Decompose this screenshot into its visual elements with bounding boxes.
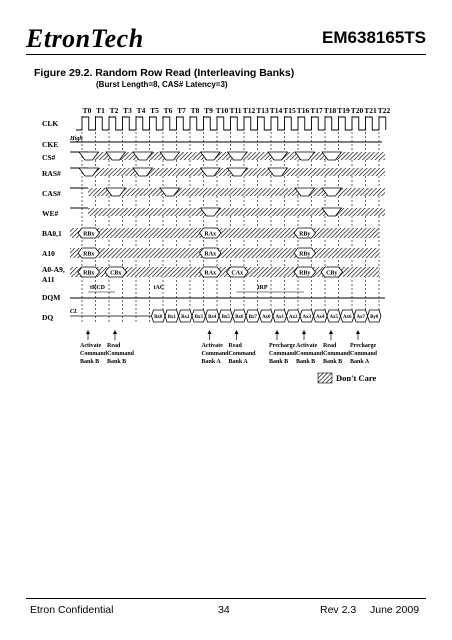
command-label: Bank B [80, 359, 100, 365]
command-label: Command [80, 351, 108, 357]
command-arrow-head [329, 330, 333, 334]
brand-logo-text: EtronTech [26, 24, 144, 53]
addr-value: CBy [326, 270, 338, 277]
command-label: Read [228, 343, 242, 349]
timing-trp: tRP [257, 285, 268, 291]
clock-label: T19 [337, 106, 350, 115]
command-label: Read [323, 343, 337, 349]
clock-label: T13 [256, 106, 269, 115]
addr-value: CBx [110, 270, 122, 277]
clk-waveform [76, 117, 386, 130]
dq-value: Bx4 [208, 315, 217, 320]
dq-value: Ax2 [288, 315, 298, 320]
footer-page-number: 34 [218, 604, 230, 616]
command-label: Command [201, 351, 229, 357]
signal-label-clk: CLK [42, 119, 59, 128]
signal-label-a10: A10 [42, 249, 55, 258]
timing-tac: tAC [153, 285, 165, 291]
command-label: Precharge [269, 343, 296, 349]
cke-level-label: High [70, 136, 83, 142]
signal-label-cke: CKE [42, 140, 59, 149]
dq-value: Bx7 [248, 315, 257, 320]
dq-value: Bx3 [194, 315, 203, 320]
clock-label: T9 [204, 106, 213, 115]
dq-value: Ax4 [315, 315, 325, 320]
dq-value: Ax3 [302, 315, 312, 320]
command-label: Bank B [296, 359, 316, 365]
command-label: Activate [296, 343, 318, 349]
command-label: Bank A [228, 359, 248, 365]
signal-label-cas: CAS# [42, 189, 61, 198]
command-arrow-head [235, 330, 239, 334]
signal-label-we: WE# [42, 209, 59, 218]
command-label: Command [228, 351, 256, 357]
command-arrow-head [275, 330, 279, 334]
clock-label: T1 [96, 106, 105, 115]
addr-value: RAx [204, 270, 217, 277]
clock-label: T17 [310, 106, 323, 115]
clock-label: T6 [163, 106, 173, 115]
signal-label-dqm: DQM [42, 293, 61, 302]
dq-value: Bx2 [181, 315, 190, 320]
command-label: Command [350, 351, 378, 357]
clock-label: T21 [364, 106, 377, 115]
legend-label: Don't Care [336, 373, 377, 383]
dont-care-region [70, 248, 379, 258]
signal-label-cs: CS# [42, 153, 56, 162]
ba-value: RAx [204, 231, 217, 238]
cl-label: CL [70, 309, 78, 315]
timing-trcd: tRCD [90, 285, 105, 291]
clock-label: T10 [215, 106, 229, 115]
clock-label: T18 [323, 106, 337, 115]
a10-value: RBx [83, 251, 95, 258]
ba-value: RBx [83, 231, 95, 238]
clock-label: T14 [269, 106, 283, 115]
command-label: Bank B [269, 359, 289, 365]
a10-value: RBy [299, 251, 311, 258]
dq-value: Bx0 [154, 315, 163, 320]
clock-label: T16 [296, 106, 310, 115]
addr-value: RBy [299, 270, 311, 277]
clock-label: T2 [109, 106, 119, 115]
dq-value: Ax1 [275, 315, 285, 320]
command-label: Command [269, 351, 297, 357]
clock-label: T0 [82, 106, 92, 115]
figure-title: Figure 29.2. Random Row Read (Interleaving Banks) [34, 67, 295, 79]
signal-label-addr-2: A11 [42, 275, 55, 284]
dq-value: Ax7 [356, 315, 366, 320]
dq-value: Ax0 [261, 315, 271, 320]
addr-value: RBx [83, 270, 95, 277]
command-label: Bank A [350, 359, 370, 365]
command-arrow-head [113, 330, 117, 334]
command-label: Precharge [350, 343, 377, 349]
command-arrow-head [356, 330, 360, 334]
command-label: Bank A [201, 359, 221, 365]
command-label: Read [107, 343, 121, 349]
clock-label: T20 [350, 106, 364, 115]
command-label: Bank B [107, 359, 127, 365]
dq-value: Bx6 [235, 315, 244, 320]
figure-subtitle: (Burst Length=8, CAS# Latency=3) [96, 80, 228, 89]
signal-label-addr-1: A0-A9, [42, 265, 65, 274]
command-arrow-head [302, 330, 306, 334]
addr-value: CAx [231, 270, 244, 277]
footer-rule [26, 598, 426, 599]
command-label: Command [107, 351, 135, 357]
dq-value: Bx5 [221, 315, 230, 320]
clock-label: T4 [136, 106, 146, 115]
clock-label: T3 [123, 106, 132, 115]
ba-value: RBy [299, 231, 311, 238]
command-arrow-head [208, 330, 212, 334]
command-label: Command [296, 351, 324, 357]
clock-label: T7 [177, 106, 186, 115]
clock-label: T22 [377, 106, 391, 115]
command-label: Activate [80, 343, 102, 349]
footer-revision: Rev 2.3 [320, 604, 357, 616]
dq-value: Ax6 [342, 315, 352, 320]
signal-label-dq: DQ [42, 313, 54, 322]
clock-label: T8 [190, 106, 200, 115]
signal-label-ras: RAS# [42, 169, 61, 178]
a10-value: RAx [204, 251, 217, 258]
footer-date: June 2009 [370, 604, 420, 616]
dq-value: Ax5 [329, 315, 339, 320]
clock-label: T11 [229, 106, 242, 115]
part-number: EM638165TS [322, 28, 426, 47]
command-label: Bank B [323, 359, 343, 365]
command-label: Activate [201, 343, 223, 349]
legend-swatch [318, 373, 332, 383]
dq-value: By0 [370, 315, 379, 320]
command-arrow-head [86, 330, 90, 334]
command-label: Command [323, 351, 351, 357]
dq-value: Bx1 [167, 315, 176, 320]
clock-label: T5 [150, 106, 159, 115]
footer-confidential: Etron Confidential [30, 604, 114, 616]
clock-label: T15 [283, 106, 296, 115]
clock-label: T12 [242, 106, 256, 115]
signal-label-ba: BA0,1 [42, 229, 62, 238]
dont-care-region [70, 228, 379, 238]
